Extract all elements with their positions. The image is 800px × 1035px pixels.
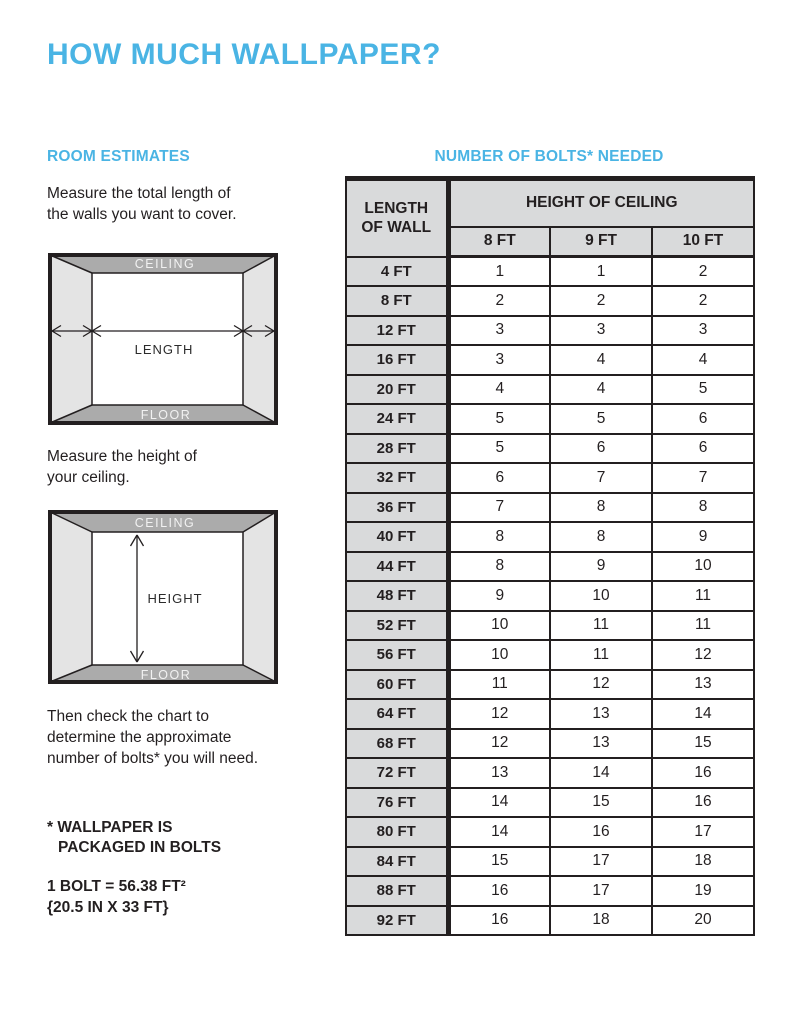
ceiling-label: CEILING [134,257,196,271]
wall-length-cell: 32 FT [346,463,448,493]
bolts-value-cell: 14 [550,758,652,788]
header-line: OF WALL [361,219,432,237]
wall-length-cell: 88 FT [346,876,448,906]
bolts-value-cell: 15 [550,788,652,818]
bolts-value-cell: 6 [448,463,550,493]
bolts-value-cell: 11 [652,611,754,641]
table-row [346,640,754,670]
bolts-value-cell: 15 [652,729,754,759]
bolts-value-cell: 8 [448,522,550,552]
bolts-value-cell: 17 [652,817,754,847]
wall-length-cell: 76 FT [346,788,448,818]
bolts-value-cell: 16 [652,788,754,818]
bolts-value-cell: 5 [550,404,652,434]
wall-length-cell: 64 FT [346,699,448,729]
paragraph-line: Then check the chart to [47,708,209,725]
table-row [346,434,754,464]
table-row [346,817,754,847]
wall-length-cell: 60 FT [346,670,448,700]
table-row [346,522,754,552]
bolts-value-cell: 1 [550,257,652,287]
bolts-table [345,176,755,936]
bolts-value-cell: 10 [652,552,754,582]
bolts-value-cell: 2 [448,286,550,316]
table-row [346,552,754,582]
measure-length-paragraph [47,183,237,225]
column-header-9ft: 9 FT [550,227,652,257]
bolt-spec-line: {20.5 IN X 33 FT} [47,899,169,916]
bolts-value-cell: 16 [550,817,652,847]
bolts-value-cell: 10 [448,611,550,641]
table-row [346,316,754,346]
bolts-value-cell: 6 [652,404,754,434]
table-row [346,581,754,611]
bolts-value-cell: 11 [550,640,652,670]
wall-length-cell: 84 FT [346,847,448,877]
bolts-value-cell: 7 [550,463,652,493]
wall-length-cell: 8 FT [346,286,448,316]
bolts-value-cell: 5 [448,404,550,434]
wall-length-cell: 72 FT [346,758,448,788]
table-row [346,699,754,729]
length-of-wall-header [346,179,448,257]
bolts-value-cell: 20 [652,906,754,936]
bolts-value-cell: 13 [448,758,550,788]
bolts-value-cell: 4 [550,375,652,405]
table-row [346,463,754,493]
bolts-value-cell: 14 [652,699,754,729]
bolts-value-cell: 15 [448,847,550,877]
wall-length-cell: 80 FT [346,817,448,847]
bolts-value-cell: 8 [652,493,754,523]
floor-label: FLOOR [140,668,192,682]
table-row [346,788,754,818]
bolts-value-cell: 2 [652,286,754,316]
bolts-value-cell: 4 [448,375,550,405]
bolts-value-cell: 11 [550,611,652,641]
bolts-footnote [47,818,221,858]
wall-length-cell: 12 FT [346,316,448,346]
table-row [346,375,754,405]
bolt-spec-line: 1 BOLT = 56.38 FT² [47,878,186,895]
bolts-value-cell: 1 [448,257,550,287]
bolts-value-cell: 8 [550,522,652,552]
measure-height-paragraph [47,446,197,488]
bolts-value-cell: 9 [550,552,652,582]
footnote-line: PACKAGED IN BOLTS [58,839,222,856]
length-label: LENGTH [134,342,194,357]
bolts-value-cell: 11 [652,581,754,611]
table-row [346,493,754,523]
bolts-value-cell: 3 [550,316,652,346]
height-of-ceiling-header: HEIGHT OF CEILING [448,179,754,227]
bolts-value-cell: 5 [652,375,754,405]
wall-length-cell: 92 FT [346,906,448,936]
bolts-value-cell: 7 [448,493,550,523]
footnote-line: * WALLPAPER IS [47,819,173,836]
bolts-value-cell: 6 [652,434,754,464]
bolts-value-cell: 17 [550,847,652,877]
wall-length-cell: 44 FT [346,552,448,582]
bolts-value-cell: 6 [550,434,652,464]
table-row [346,345,754,375]
back-wall [92,273,243,405]
bolts-value-cell: 4 [652,345,754,375]
bolts-value-cell: 8 [550,493,652,523]
table-row [346,611,754,641]
bolts-value-cell: 18 [550,906,652,936]
wall-length-cell: 20 FT [346,375,448,405]
table-row [346,729,754,759]
bolts-value-cell: 12 [550,670,652,700]
bolts-value-cell: 3 [448,316,550,346]
height-label: HEIGHT [147,591,203,606]
table-row [346,906,754,936]
check-chart-paragraph [47,706,258,769]
bolts-value-cell: 7 [652,463,754,493]
paragraph-line: Measure the height of [47,448,197,465]
room-estimates-heading: ROOM ESTIMATES [47,148,190,165]
bolts-value-cell: 17 [550,876,652,906]
bolts-value-cell: 9 [652,522,754,552]
bolts-value-cell: 12 [652,640,754,670]
wall-length-cell: 48 FT [346,581,448,611]
paragraph-line: determine the approximate [47,729,232,746]
bolt-size-spec [47,876,186,918]
paragraph-line: your ceiling. [47,469,130,486]
bolts-value-cell: 14 [448,788,550,818]
bolts-value-cell: 16 [652,758,754,788]
room-height-diagram [48,510,278,684]
table-row [346,670,754,700]
bolts-value-cell: 10 [448,640,550,670]
paragraph-line: Measure the total length of [47,185,231,202]
column-header-8ft: 8 FT [448,227,550,257]
bolts-value-cell: 16 [448,906,550,936]
wall-length-cell: 68 FT [346,729,448,759]
bolts-value-cell: 13 [550,729,652,759]
bolts-value-cell: 9 [448,581,550,611]
table-row [346,286,754,316]
ceiling-label: CEILING [134,516,196,530]
table-row [346,404,754,434]
bolts-table-body [346,257,754,936]
bolts-table-container [345,176,755,936]
floor-label: FLOOR [140,408,192,422]
bolts-needed-heading: NUMBER OF BOLTS* NEEDED [434,148,664,165]
bolts-value-cell: 19 [652,876,754,906]
page-title: HOW MUCH WALLPAPER? [47,38,441,71]
bolts-value-cell: 13 [652,670,754,700]
wall-length-cell: 52 FT [346,611,448,641]
bolts-value-cell: 10 [550,581,652,611]
bolts-value-cell: 13 [550,699,652,729]
paragraph-line: number of bolts* you will need. [47,750,259,767]
paragraph-line: the walls you want to cover. [47,206,237,223]
wall-length-cell: 36 FT [346,493,448,523]
table-row [346,876,754,906]
wall-length-cell: 16 FT [346,345,448,375]
room-length-diagram [48,253,278,425]
bolts-value-cell: 18 [652,847,754,877]
bolts-value-cell: 3 [448,345,550,375]
column-header-10ft: 10 FT [652,227,754,257]
table-row [346,257,754,287]
bolts-value-cell: 14 [448,817,550,847]
bolts-value-cell: 2 [652,257,754,287]
header-line: LENGTH [364,200,429,218]
bolts-value-cell: 3 [652,316,754,346]
bolts-value-cell: 11 [448,670,550,700]
table-row [346,847,754,877]
bolts-value-cell: 4 [550,345,652,375]
table-row [346,758,754,788]
bolts-value-cell: 12 [448,699,550,729]
bolts-value-cell: 8 [448,552,550,582]
wall-length-cell: 28 FT [346,434,448,464]
bolts-value-cell: 12 [448,729,550,759]
wall-length-cell: 40 FT [346,522,448,552]
wall-length-cell: 24 FT [346,404,448,434]
wall-length-cell: 56 FT [346,640,448,670]
bolts-value-cell: 2 [550,286,652,316]
wall-length-cell: 4 FT [346,257,448,287]
bolts-value-cell: 16 [448,876,550,906]
bolts-value-cell: 5 [448,434,550,464]
